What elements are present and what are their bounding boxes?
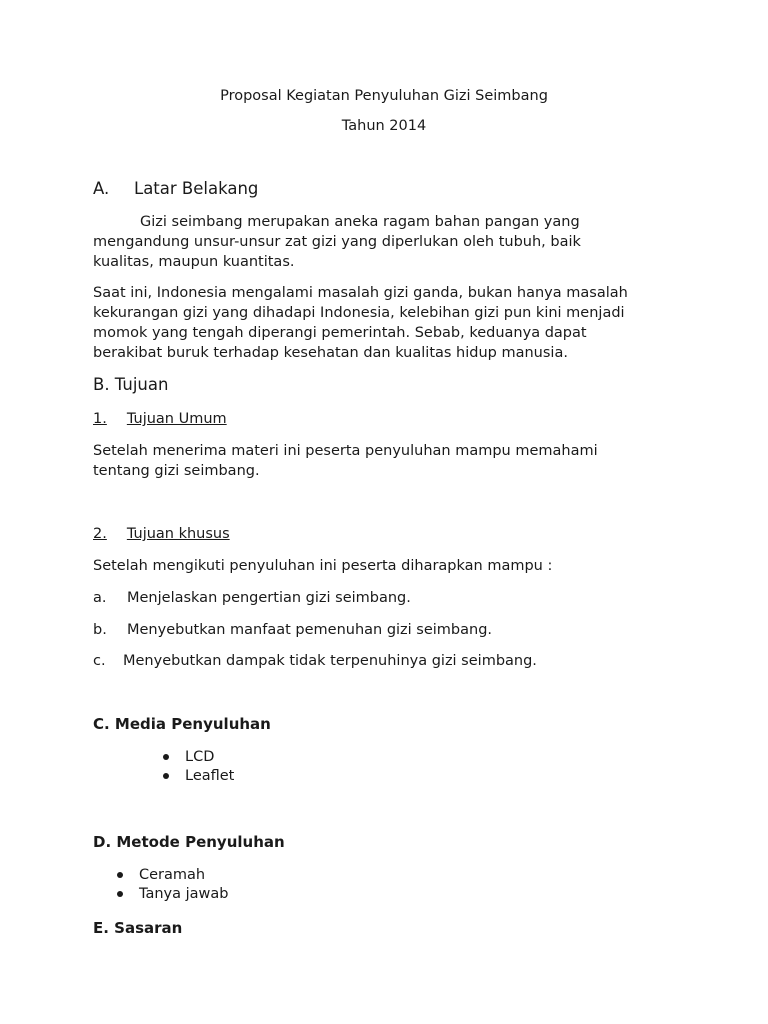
list-item-text: Menyebutkan dampak tidak terpenuhinya gizi seimbang. [123,653,537,669]
section-e-heading: E. Sasaran [93,919,183,937]
section-a-para1-line: kualitas, maupun kuantitas. [93,254,295,270]
sub1-heading [93,409,233,429]
document-year: Tahun 2014 [341,118,427,134]
sub2-intro: Setelah mengikuti penyuluhan ini peserta diharapkan mampu : [93,558,553,574]
section-a-para1-line: mengandung unsur-unsur zat gizi yang diperlukan oleh tubuh, baik [93,234,581,250]
bullet-icon [117,891,123,897]
sub1-number: 1. [93,411,107,427]
section-b-heading: B. Tujuan [93,375,169,394]
section-d-heading: D. Metode Penyuluhan [93,833,285,851]
sub1-line: Setelah menerima materi ini peserta penyuluhan mampu memahami [93,443,598,459]
list-item-letter: b. [93,622,107,638]
list-item-text: Menyebutkan manfaat pemenuhan gizi seimbang. [127,622,493,638]
bullet-icon [163,754,169,760]
section-a-para2-line: Saat ini, Indonesia mengalami masalah gizi ganda, bukan hanya masalah [93,285,628,301]
section-a-number: A. [93,179,110,198]
list-item-text: Menjelaskan pengertian gizi seimbang. [127,590,411,606]
document-title: Proposal Kegiatan Penyuluhan Gizi Seimbang [220,88,548,104]
bullet-icon [117,872,123,878]
section-a-heading: Latar Belakang [134,179,259,198]
list-item-letter: c. [93,653,106,669]
section-a-para2-line: kekurangan gizi yang dihadapi Indonesia, kelebihan gizi pun kini menjadi [93,305,625,321]
section-a-para1-line: Gizi seimbang merupakan aneka ragam bahan pangan yang [140,214,580,230]
sub2-heading [93,524,230,544]
list-item-letter: a. [93,590,107,606]
sub1-title: Tujuan Umum [126,411,227,427]
section-a-para2-line: berakibat buruk terhadap kesehatan dan kualitas hidup manusia. [93,345,568,361]
media-item: LCD [185,749,215,765]
sub2-number: 2. [93,526,107,542]
section-c-heading: C. Media Penyuluhan [93,715,271,733]
method-item: Ceramah [139,867,206,883]
media-item: Leaflet [185,768,235,784]
bullet-icon [163,773,169,779]
section-a-para2-line: momok yang tengah diperangi pemerintah. Sebab, keduanya dapat [93,325,587,341]
sub2-title: Tujuan khusus [126,526,230,542]
method-item: Tanya jawab [139,886,229,902]
sub1-line: tentang gizi seimbang. [93,463,260,479]
